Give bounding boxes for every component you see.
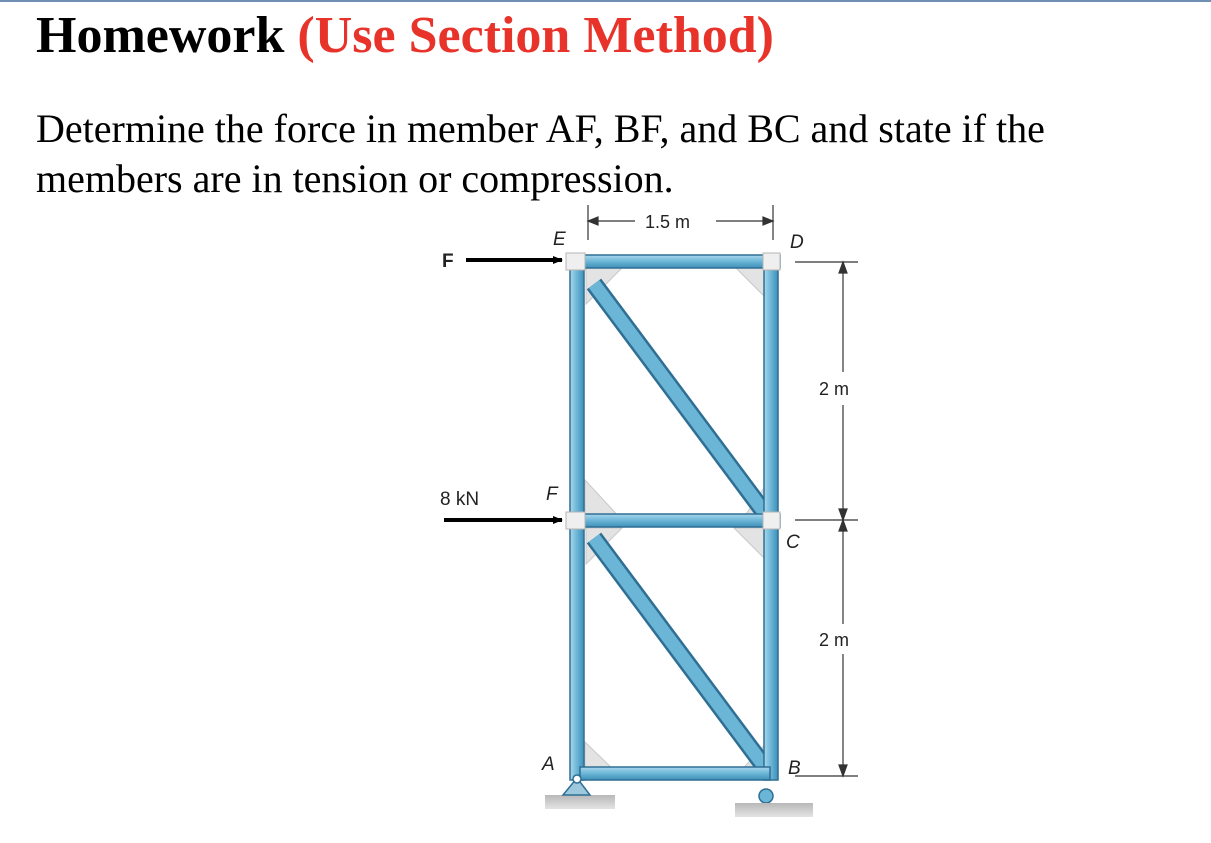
- member-bc: [764, 526, 778, 780]
- joint-block-d: [763, 253, 780, 270]
- joint-label-f: F: [546, 484, 558, 505]
- joint-block-e: [566, 253, 585, 270]
- member-dc: [764, 262, 778, 518]
- member-ed: [568, 255, 780, 268]
- dimension-label-upper-height: 2 m: [819, 379, 850, 399]
- joint-block-c: [763, 512, 780, 529]
- dimension-label-width: 1.5 m: [645, 212, 691, 232]
- member-ab: [580, 767, 770, 780]
- member-ef-vertical: [570, 262, 584, 518]
- horizontal-members: [568, 255, 780, 780]
- joint-label-a: A: [542, 754, 555, 775]
- joint-block-f: [566, 512, 585, 529]
- member-bf-face: [594, 538, 764, 766]
- joint-label-d: D: [790, 232, 804, 253]
- member-ef-face: [594, 284, 764, 512]
- roller-support-b: [735, 789, 813, 817]
- problem-statement: Determine the force in member AF, BF, and BC and state if the members are in tension or compression.: [36, 106, 1045, 201]
- title-accent: (Use Section Method): [297, 7, 774, 64]
- load-label-top: F: [442, 251, 454, 272]
- joint-label-c: C: [786, 532, 800, 553]
- dimension-label-lower-height: 2 m: [819, 630, 850, 650]
- dimension-lines: [588, 205, 858, 776]
- member-af: [570, 526, 584, 780]
- load-label-middle: 8 kN: [440, 489, 480, 510]
- title-main: Homework: [36, 7, 298, 64]
- load-arrows: [444, 260, 562, 520]
- joint-label-e: E: [553, 229, 566, 250]
- joint-label-b: B: [788, 758, 801, 779]
- member-fc: [568, 514, 780, 527]
